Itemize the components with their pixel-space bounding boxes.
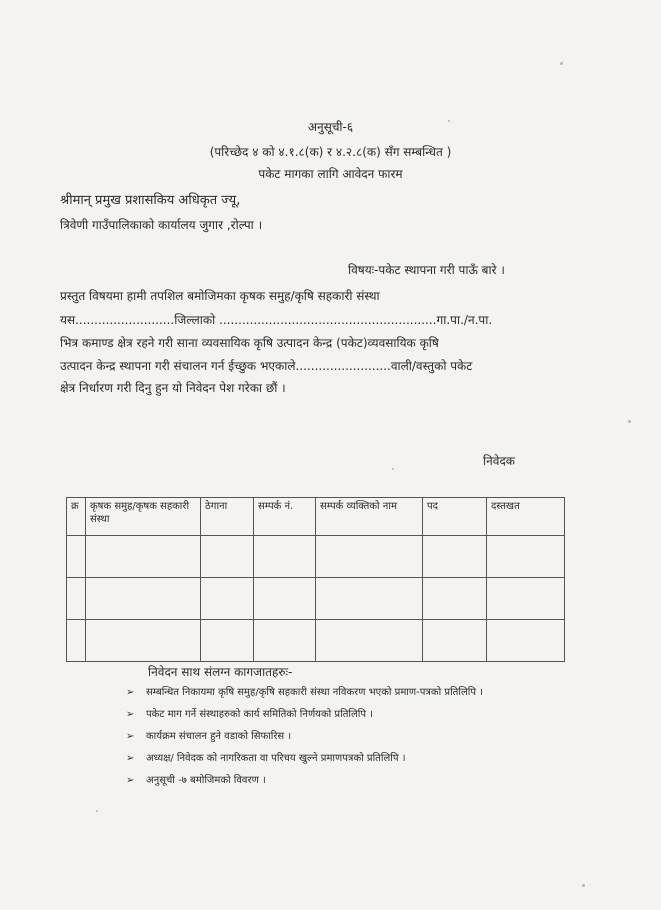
- table-cell[interactable]: [423, 536, 487, 578]
- table-cell[interactable]: [423, 578, 487, 620]
- col-header-group-name: कृषक समुह/कृषक सहकारी संस्था: [86, 498, 201, 536]
- col-header-serial: क्र: [67, 498, 86, 536]
- table-cell[interactable]: [67, 578, 86, 620]
- table-cell[interactable]: [67, 536, 86, 578]
- table-row: [67, 536, 565, 578]
- col-header-position: पद: [423, 498, 487, 536]
- arrow-bullet-icon: ➢: [126, 753, 135, 764]
- form-title: पकेट मागका लागि आवेदन फारम: [258, 167, 403, 181]
- addressee-office: त्रिवेणी गाउँपालिकाको कार्यालय जुगार ,रोल्पा ।: [60, 218, 263, 232]
- scan-speck: [560, 62, 563, 65]
- table-cell[interactable]: [487, 578, 565, 620]
- table-cell[interactable]: [67, 620, 86, 662]
- scan-speck: [392, 468, 394, 470]
- applicant-label: निवेदक: [483, 454, 516, 468]
- table-row: [67, 620, 565, 662]
- addressee-title: श्रीमान् प्रमुख प्रशासकिय अधिकृत ज्यू,: [60, 193, 241, 208]
- attachments-list: [126, 686, 483, 796]
- scan-speck: [582, 884, 585, 887]
- table-cell[interactable]: [86, 620, 201, 662]
- list-item: [126, 730, 483, 752]
- table-cell[interactable]: [316, 578, 423, 620]
- table-cell[interactable]: [254, 578, 316, 620]
- table-cell[interactable]: [254, 536, 316, 578]
- attachment-text: कार्यक्रम संचालन हुने वडाको सिफारिस ।: [146, 731, 292, 742]
- attachment-text: अध्यक्ष/ निवेदक को नागरिकता वा परिचय खुल्ने प्रमाणपत्रको प्रतिलिपि ।: [146, 753, 406, 764]
- table-cell[interactable]: [201, 578, 254, 620]
- table-cell[interactable]: [201, 620, 254, 662]
- table-cell[interactable]: [316, 536, 423, 578]
- list-item: [126, 752, 483, 774]
- arrow-bullet-icon: ➢: [126, 687, 135, 698]
- section-reference: (परिच्छेद ४ को ४.१.८(क) र ४.२.८(क) सँग सम्बन्धित ): [209, 145, 452, 159]
- table-cell[interactable]: [86, 536, 201, 578]
- body-line: प्रस्तुत विषयमा हामी तपशिल बमोजिमका कृषक समुह/कृषि सहकारी संस्था: [60, 289, 380, 303]
- body-line: उत्पादन केन्द्र स्थापना गरी संचालन गर्न ईच्छुक भएकाले.........................वाली/वस्तुको पकेट: [60, 359, 473, 373]
- list-item: [126, 708, 483, 730]
- table-cell[interactable]: [487, 620, 565, 662]
- scan-speck: [96, 810, 98, 812]
- body-line: यस..........................जिल्लाको .........................................................गा.पा./न.पा.: [60, 313, 493, 327]
- attachment-text: सम्बन्धित निकायमा कृषि समुह/कृषि सहकारी संस्था नविकरण भएको प्रमाण-पत्रको प्रतिलिपि ।: [146, 687, 483, 698]
- subject-line: विषयः-पकेट स्थापना गरी पाऊँ बारे ।: [348, 263, 505, 277]
- table-row: [67, 578, 565, 620]
- arrow-bullet-icon: ➢: [126, 709, 135, 720]
- table-cell[interactable]: [487, 536, 565, 578]
- table-header-row: [67, 498, 565, 536]
- table-cell[interactable]: [86, 578, 201, 620]
- applicant-details-table: [66, 497, 565, 662]
- attachment-text: पकेट माग गर्ने संस्थाहरुको कार्य समितिको निर्णयको प्रतिलिपि ।: [146, 709, 374, 720]
- body-line: भित्र कमाण्ड क्षेत्र रहने गरी साना व्यवसायिक कृषि उत्पादन केन्द्र (पकेट)व्यवसायिक कृषि: [60, 336, 439, 350]
- arrow-bullet-icon: ➢: [126, 731, 135, 742]
- attachments-heading: निवेदन साथ संलग्न कागजातहरुः-: [148, 665, 293, 679]
- attachment-text: अनुसूची -७ बमोजिमको विवरण ।: [146, 775, 266, 786]
- table-cell[interactable]: [316, 620, 423, 662]
- table-cell[interactable]: [254, 620, 316, 662]
- body-line: क्षेत्र निर्धारण गरी दिनु हुन यो निवेदन पेश गरेका छौं ।: [60, 381, 286, 395]
- list-item: [126, 686, 483, 708]
- table-cell[interactable]: [423, 620, 487, 662]
- table-cell[interactable]: [201, 536, 254, 578]
- arrow-bullet-icon: ➢: [126, 775, 135, 786]
- annex-title: अनुसूची-६: [307, 120, 354, 134]
- col-header-address: ठेगाना: [201, 498, 254, 536]
- list-item: [126, 774, 483, 796]
- col-header-contact-number: सम्पर्क नं.: [254, 498, 316, 536]
- col-header-signature: दस्तखत: [487, 498, 565, 536]
- scan-speck: [628, 420, 631, 423]
- col-header-contact-person: सम्पर्क व्यक्तिको नाम: [316, 498, 423, 536]
